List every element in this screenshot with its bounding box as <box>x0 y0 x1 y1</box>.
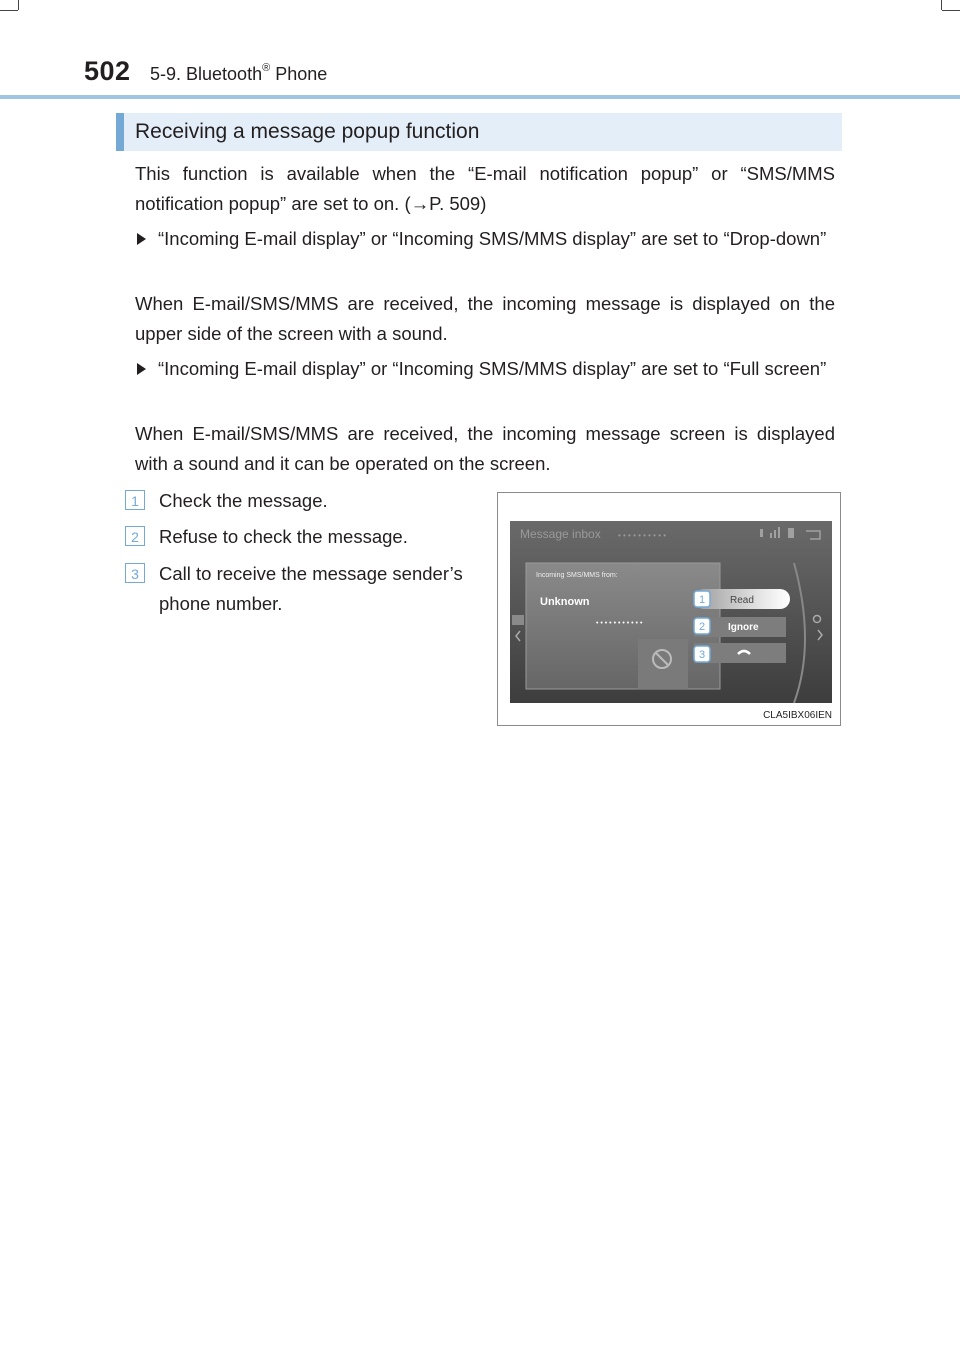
step-item <box>125 486 485 516</box>
bullet-heading: “Incoming E-mail display” or “Incoming SMS/MMS display” are set to “Drop-down” <box>158 228 827 249</box>
number-mask: • • • • • • • • • • • <box>596 620 643 627</box>
callout-number: 2 <box>699 621 706 633</box>
screen-illustration <box>497 492 841 726</box>
read-button-label: Read <box>730 595 754 606</box>
incoming-label: Incoming SMS/MMS from: <box>536 572 618 579</box>
chapter-title <box>150 64 327 85</box>
bullet-item <box>137 354 837 384</box>
section-title: Receiving a message popup function <box>135 120 480 143</box>
callout-1 <box>694 591 710 607</box>
screen-title: Message inbox <box>520 527 601 541</box>
screen-title-mask: • • • • • • • • • • <box>618 531 667 540</box>
intro-paragraph: This function is available when the “E-mail notification popup” or “SMS/MMS notification popup” are set to on. (→P. 509) <box>135 163 835 214</box>
menu-dots-icon <box>512 615 524 625</box>
chapter-suffix: Phone <box>270 64 328 84</box>
callout-2 <box>694 618 710 634</box>
registered-mark: ® <box>262 62 271 74</box>
bullet-heading: “Incoming E-mail display” or “Incoming SMS/MMS display” are set to “Full screen” <box>158 358 827 379</box>
step-item <box>125 522 485 552</box>
bullet-body: When E-mail/SMS/MMS are received, the incoming message screen is displayed with a sound and it can be operated on the screen. <box>135 423 835 474</box>
step-text: Check the message. <box>159 490 328 511</box>
step-number: 3 <box>125 563 145 583</box>
step-number: 1 <box>125 490 145 510</box>
bullet-triangle-icon <box>137 363 146 375</box>
screen-image <box>498 493 840 703</box>
step-item <box>125 559 485 619</box>
bullet-triangle-icon <box>137 233 146 245</box>
step-number: 2 <box>125 526 145 546</box>
step-text: Call to receive the message sender’s phone number. <box>159 563 463 614</box>
callout-number: 3 <box>699 649 706 661</box>
bullet-body: When E-mail/SMS/MMS are received, the incoming message is displayed on the upper side of the screen with a sound. <box>135 293 835 344</box>
step-text: Refuse to check the message. <box>159 526 408 547</box>
page-header <box>0 0 960 100</box>
figure-caption: CLA5IBX06IEN <box>763 710 832 721</box>
sender-name: Unknown <box>540 596 590 608</box>
chapter-name: 5-9. Bluetooth <box>150 64 263 84</box>
callout-3 <box>694 646 710 662</box>
ignore-button-label: Ignore <box>728 622 759 633</box>
bullet-item <box>137 224 837 254</box>
block-button <box>638 639 688 689</box>
section-heading <box>116 113 842 151</box>
section-accent <box>116 113 124 151</box>
header-rule <box>0 95 960 99</box>
callout-number: 1 <box>699 594 706 606</box>
page-number: 502 <box>84 56 131 86</box>
